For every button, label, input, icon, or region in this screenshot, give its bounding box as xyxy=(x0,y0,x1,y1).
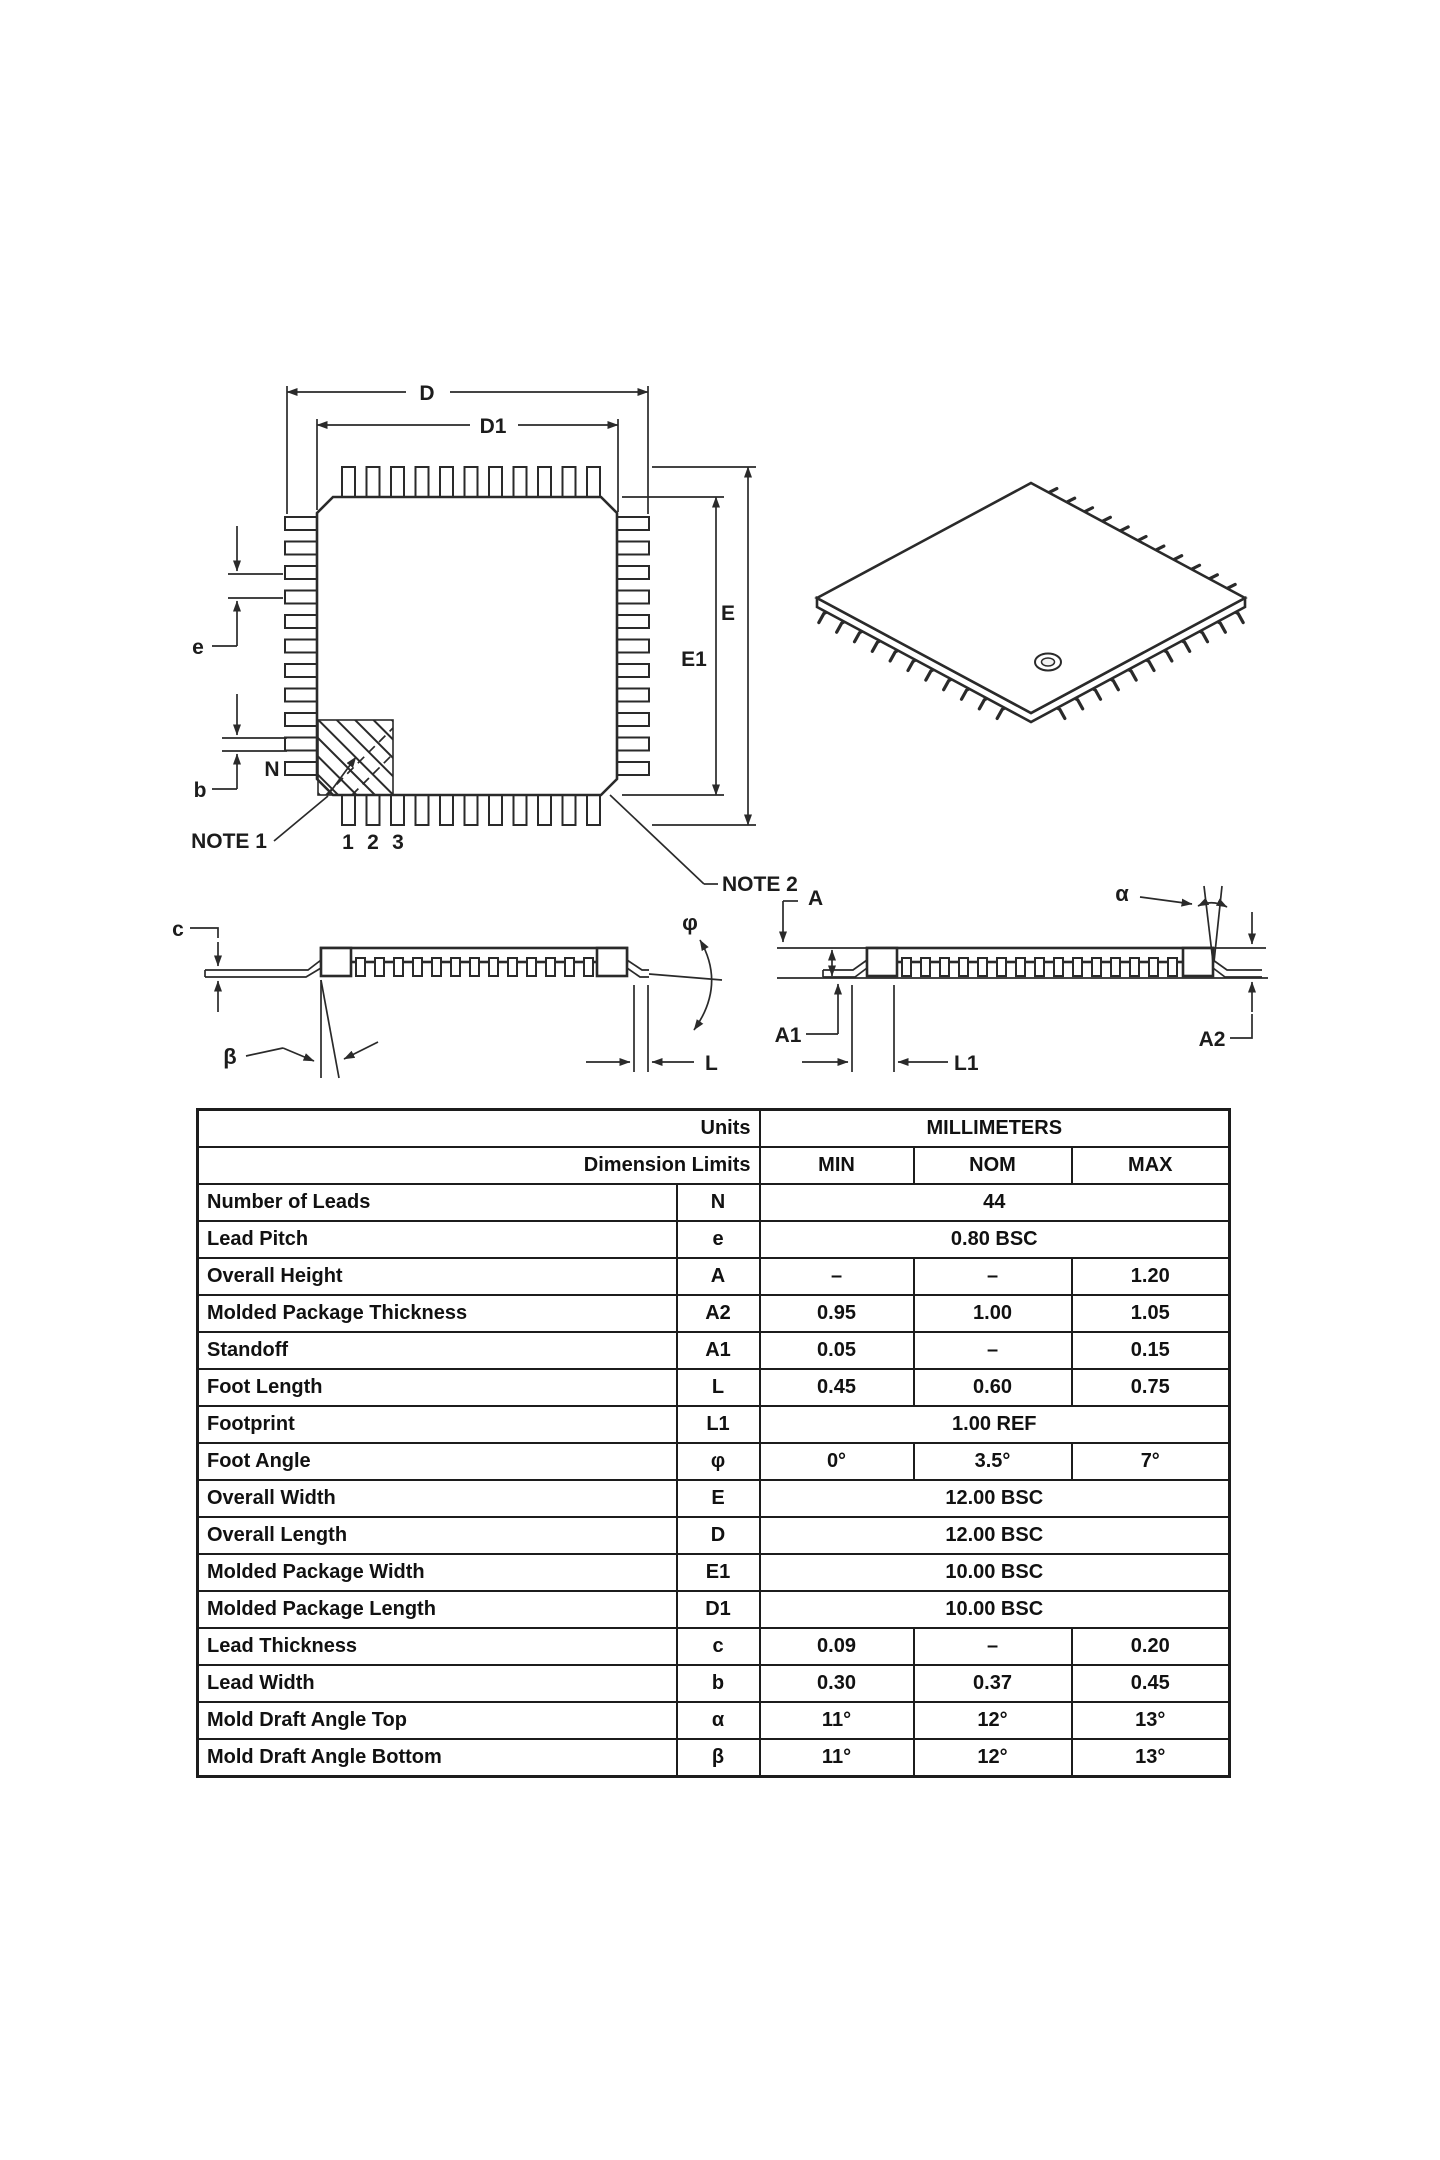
max-cell: 13° xyxy=(1072,1702,1230,1739)
value-cell: 0.80 BSC xyxy=(760,1221,1230,1258)
units-header-cell: Units xyxy=(198,1110,760,1148)
lead-right-top xyxy=(627,960,649,970)
max-cell: 0.20 xyxy=(1072,1628,1230,1665)
lead-rib xyxy=(508,958,517,976)
table-row xyxy=(198,1221,1230,1258)
lead-rib xyxy=(1111,958,1120,976)
max-cell: 0.75 xyxy=(1072,1369,1230,1406)
lead-pin-right xyxy=(617,517,649,530)
footprint-label: L1 xyxy=(954,1052,979,1075)
max-header-cell: MAX xyxy=(1072,1147,1230,1184)
nom-cell: 3.5° xyxy=(914,1443,1072,1480)
param-name-cell: Overall Length xyxy=(198,1517,677,1554)
table-row xyxy=(198,1517,1230,1554)
body-end-cap xyxy=(321,948,351,976)
min-cell: – xyxy=(760,1258,914,1295)
nom-cell: – xyxy=(914,1258,1072,1295)
symbol-cell: L xyxy=(677,1369,760,1406)
symbol-cell: β xyxy=(677,1739,760,1777)
min-header-cell: MIN xyxy=(760,1147,914,1184)
symbol-cell: φ xyxy=(677,1443,760,1480)
table-row xyxy=(198,1628,1230,1665)
lead-pin-bottom xyxy=(587,795,600,825)
lead-pin-left xyxy=(285,738,317,751)
lead-pin-right xyxy=(617,713,649,726)
dim-label-e1: E1 xyxy=(681,648,707,671)
lead-pin-top xyxy=(416,467,429,497)
foot-angle-label: φ xyxy=(682,910,698,935)
lead-pin-right xyxy=(617,615,649,628)
lead-pin-top xyxy=(391,467,404,497)
dim-label-e: E xyxy=(720,602,736,625)
lead-pin-left xyxy=(285,542,317,555)
table-row xyxy=(198,1406,1230,1443)
lead-rib xyxy=(451,958,460,976)
param-name-cell: Standoff xyxy=(198,1332,677,1369)
param-name-cell: Footprint xyxy=(198,1406,677,1443)
lead-rib xyxy=(1054,958,1063,976)
lead-ribs xyxy=(902,958,1177,976)
lead-rib xyxy=(584,958,593,976)
lead-rib xyxy=(1168,958,1177,976)
lead-pin-right xyxy=(617,566,649,579)
table-row xyxy=(198,1702,1230,1739)
lead-pin-left xyxy=(285,762,317,775)
nom-cell: 0.37 xyxy=(914,1665,1072,1702)
lead-pin-top xyxy=(465,467,478,497)
lead-pin-left xyxy=(285,640,317,653)
overall-height-label: A xyxy=(808,887,824,910)
value-cell: 12.00 BSC xyxy=(760,1517,1230,1554)
lead-pin-right xyxy=(617,664,649,677)
lead-rib xyxy=(978,958,987,976)
lead-pin-bottom xyxy=(465,795,478,825)
standoff-callout xyxy=(775,984,838,1047)
lead-pin-top xyxy=(367,467,380,497)
dimension-limits-cell: Dimension Limits xyxy=(198,1147,760,1184)
table-row xyxy=(198,1295,1230,1332)
note2-callout xyxy=(610,795,798,896)
pin-number-3: 3 xyxy=(392,831,404,854)
symbol-cell: E xyxy=(677,1480,760,1517)
lead-pin-left xyxy=(285,591,317,604)
table-row xyxy=(198,1184,1230,1221)
nom-cell: – xyxy=(914,1332,1072,1369)
pin-number-2: 2 xyxy=(367,831,379,854)
lead-thickness-label: c xyxy=(172,918,184,941)
standoff-label: A1 xyxy=(774,1024,802,1047)
param-name-cell: Lead Width xyxy=(198,1665,677,1702)
lead-width-callout xyxy=(194,694,287,802)
value-cell: 1.00 REF xyxy=(760,1406,1230,1443)
min-cell: 0.05 xyxy=(760,1332,914,1369)
lead-pin-bottom xyxy=(538,795,551,825)
lead-rib xyxy=(1016,958,1025,976)
lead-rib xyxy=(902,958,911,976)
symbol-cell: D xyxy=(677,1517,760,1554)
nom-cell: 12° xyxy=(914,1739,1072,1777)
pin1-dimple-inner xyxy=(1042,658,1055,666)
param-name-cell: Number of Leads xyxy=(198,1184,677,1221)
dimension-table xyxy=(196,1108,1231,1778)
param-name-cell: Molded Package Length xyxy=(198,1591,677,1628)
min-cell: 11° xyxy=(760,1702,914,1739)
lead-rib xyxy=(1149,958,1158,976)
foot-length-label: L xyxy=(705,1052,718,1075)
lead-rib xyxy=(1130,958,1139,976)
lead-pin-bottom xyxy=(440,795,453,825)
param-name-cell: Overall Width xyxy=(198,1480,677,1517)
lead-pin-left xyxy=(285,664,317,677)
lead-rib xyxy=(546,958,555,976)
symbol-cell: b xyxy=(677,1665,760,1702)
lead-pin-bottom xyxy=(489,795,502,825)
param-name-cell: Foot Angle xyxy=(198,1443,677,1480)
lead-pin-top xyxy=(514,467,527,497)
param-name-cell: Molded Package Thickness xyxy=(198,1295,677,1332)
table-row xyxy=(198,1591,1230,1628)
lead-rib xyxy=(1073,958,1082,976)
lead-rib xyxy=(432,958,441,976)
nom-cell: 1.00 xyxy=(914,1295,1072,1332)
side-view-right xyxy=(775,881,1268,1075)
top-view xyxy=(191,380,798,896)
lead-rib xyxy=(565,958,574,976)
lead-left-top xyxy=(823,960,867,970)
lead-pitch-callout xyxy=(192,526,283,659)
lead-pin-left xyxy=(285,566,317,579)
lead-rib xyxy=(959,958,968,976)
param-name-cell: Lead Thickness xyxy=(198,1628,677,1665)
lead-pin-right xyxy=(617,640,649,653)
param-name-cell: Overall Height xyxy=(198,1258,677,1295)
value-cell: 10.00 BSC xyxy=(760,1591,1230,1628)
pin-n-label: N xyxy=(264,758,280,781)
lead-pin-left xyxy=(285,615,317,628)
lead-rib xyxy=(1035,958,1044,976)
lead-rib xyxy=(921,958,930,976)
value-cell: 10.00 BSC xyxy=(760,1554,1230,1591)
overall-height-callout xyxy=(783,887,832,976)
nom-cell: 12° xyxy=(914,1702,1072,1739)
min-cell: 0° xyxy=(760,1443,914,1480)
table-row xyxy=(198,1665,1230,1702)
min-cell: 11° xyxy=(760,1739,914,1777)
unit-system-cell: MILLIMETERS xyxy=(760,1110,1230,1148)
symbol-cell: A xyxy=(677,1258,760,1295)
nom-cell: 0.60 xyxy=(914,1369,1072,1406)
param-name-cell: Lead Pitch xyxy=(198,1221,677,1258)
lead-pin-left xyxy=(285,517,317,530)
lead-pin-bottom xyxy=(391,795,404,825)
param-name-cell: Mold Draft Angle Bottom xyxy=(198,1739,677,1777)
dim-label-d: D xyxy=(419,382,435,405)
symbol-cell: A2 xyxy=(677,1295,760,1332)
lead-rib xyxy=(489,958,498,976)
lead-rib xyxy=(1092,958,1101,976)
min-cell: 0.45 xyxy=(760,1369,914,1406)
lead-pin-right xyxy=(617,542,649,555)
table-row xyxy=(198,1443,1230,1480)
max-cell: 7° xyxy=(1072,1443,1230,1480)
lead-pin-top xyxy=(440,467,453,497)
lead-pin-right xyxy=(617,689,649,702)
isometric-view xyxy=(817,483,1245,722)
lead-pin-top xyxy=(587,467,600,497)
note2-label: NOTE 2 xyxy=(722,873,798,896)
max-cell: 1.20 xyxy=(1072,1258,1230,1295)
side-view-left xyxy=(172,910,722,1078)
lead-pin-top xyxy=(563,467,576,497)
footprint-callout xyxy=(802,985,979,1075)
lead-rib xyxy=(470,958,479,976)
body-end-cap xyxy=(867,948,897,976)
symbol-cell: N xyxy=(677,1184,760,1221)
foot-length-callout xyxy=(586,985,718,1075)
lead-pin-bottom xyxy=(342,795,355,825)
symbol-cell: e xyxy=(677,1221,760,1258)
lead-pin-top xyxy=(538,467,551,497)
lead-pin-top xyxy=(342,467,355,497)
draft-bottom-callout xyxy=(223,980,378,1078)
table-header-limits xyxy=(198,1147,1230,1184)
symbol-cell: E1 xyxy=(677,1554,760,1591)
lead-pitch-label: e xyxy=(192,636,204,659)
symbol-cell: A1 xyxy=(677,1332,760,1369)
body-end-cap xyxy=(597,948,627,976)
param-name-cell: Mold Draft Angle Top xyxy=(198,1702,677,1739)
lead-rib xyxy=(375,958,384,976)
lead-thickness-callout xyxy=(172,918,218,1012)
value-cell: 44 xyxy=(760,1184,1230,1221)
table-row xyxy=(198,1554,1230,1591)
molded-thickness-callout xyxy=(1199,912,1266,1051)
min-cell: 0.09 xyxy=(760,1628,914,1665)
foot-angle-callout xyxy=(682,910,712,1030)
symbol-cell: c xyxy=(677,1628,760,1665)
lead-rib xyxy=(413,958,422,976)
lead-pin-bottom xyxy=(563,795,576,825)
lead-pin-bottom xyxy=(416,795,429,825)
draft-bottom-label: β xyxy=(223,1044,237,1069)
table-row xyxy=(198,1739,1230,1777)
max-cell: 0.15 xyxy=(1072,1332,1230,1369)
lead-rib xyxy=(356,958,365,976)
min-cell: 0.30 xyxy=(760,1665,914,1702)
lead-left-top xyxy=(205,960,321,970)
lead-rib xyxy=(394,958,403,976)
isometric-body-top xyxy=(817,483,1245,713)
lead-rib xyxy=(997,958,1006,976)
pin-number-1: 1 xyxy=(342,831,354,854)
min-cell: 0.95 xyxy=(760,1295,914,1332)
lead-pin-left xyxy=(285,689,317,702)
table-row xyxy=(198,1369,1230,1406)
lead-right-top xyxy=(1213,960,1262,970)
note1-label: NOTE 1 xyxy=(191,830,267,853)
lead-pin-right xyxy=(617,738,649,751)
lead-rib xyxy=(527,958,536,976)
nom-cell: – xyxy=(914,1628,1072,1665)
lead-pin-right xyxy=(617,591,649,604)
lead-rib xyxy=(940,958,949,976)
molded-thickness-label: A2 xyxy=(1198,1028,1226,1051)
max-cell: 1.05 xyxy=(1072,1295,1230,1332)
lead-pin-right xyxy=(617,762,649,775)
table-row xyxy=(198,1480,1230,1517)
nom-header-cell: NOM xyxy=(914,1147,1072,1184)
max-cell: 13° xyxy=(1072,1739,1230,1777)
table-row xyxy=(198,1258,1230,1295)
lead-pin-left xyxy=(285,713,317,726)
param-name-cell: Foot Length xyxy=(198,1369,677,1406)
dim-label-d1: D1 xyxy=(479,415,507,438)
table-row xyxy=(198,1332,1230,1369)
symbol-cell: D1 xyxy=(677,1591,760,1628)
table-header-units xyxy=(198,1110,1230,1148)
value-cell: 12.00 BSC xyxy=(760,1480,1230,1517)
symbol-cell: L1 xyxy=(677,1406,760,1443)
lead-pin-bottom xyxy=(367,795,380,825)
lead-pin-top xyxy=(489,467,502,497)
param-name-cell: Molded Package Width xyxy=(198,1554,677,1591)
max-cell: 0.45 xyxy=(1072,1665,1230,1702)
lead-width-label: b xyxy=(193,779,207,802)
lead-pin-bottom xyxy=(514,795,527,825)
symbol-cell: α xyxy=(677,1702,760,1739)
draft-top-label: α xyxy=(1115,881,1129,906)
body-end-cap xyxy=(1183,948,1213,976)
